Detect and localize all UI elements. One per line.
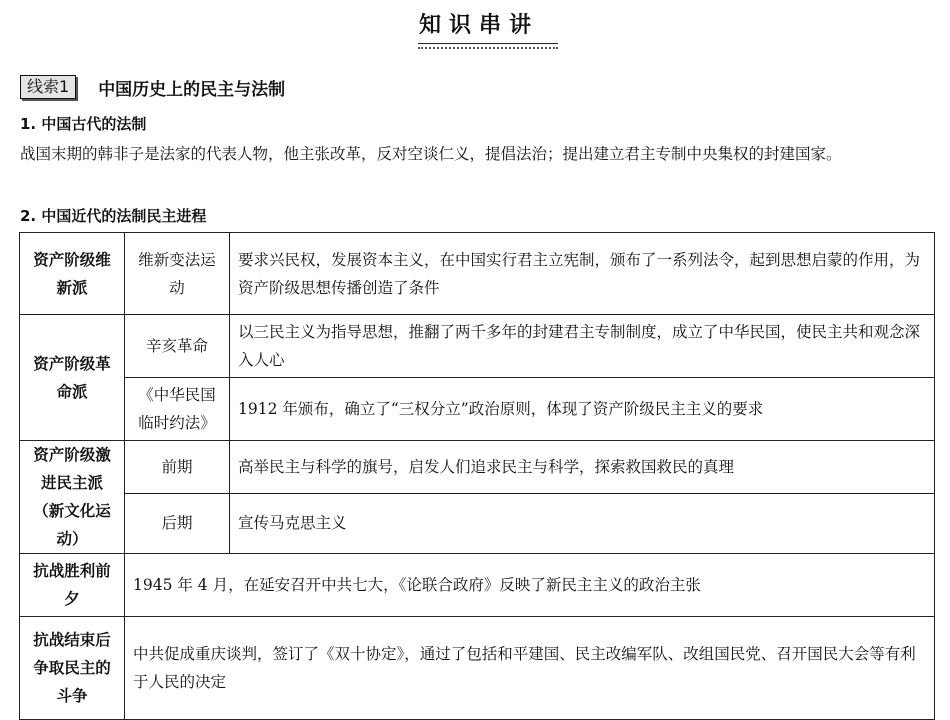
- row-description: 高举民主与科学的旗号，启发人们追求民主与科学，探索救国救民的真理: [230, 441, 935, 494]
- title-underline: [418, 43, 558, 44]
- row-description: 1912 年颁布，确立了“三权分立”政治原则，体现了资产阶级民主主义的要求: [230, 378, 935, 441]
- table-row: [20, 233, 935, 315]
- table-row: [20, 554, 935, 617]
- row-subject: 后期: [125, 493, 230, 554]
- row-description: 中共促成重庆谈判，签订了《双十协定》，通过了包括和平建国、民主改编军队、改组国民党、召开国民大会等有利于人民的决定: [125, 617, 935, 720]
- row-group-label: 资产阶级革命派: [20, 315, 125, 441]
- row-description: 以三民主义为指导思想，推翻了两千多年的封建君主专制制度，成立了中华民国，使民主共和观念深入人心: [230, 315, 935, 378]
- table-row: [20, 493, 935, 554]
- page-title: 知识串讲: [418, 13, 539, 38]
- section-header: [20, 74, 285, 100]
- row-group-label: 抗战结束后争取民主的斗争: [20, 617, 125, 720]
- table-row: [20, 378, 935, 441]
- row-description: 1945 年 4 月，在延安召开中共七大，《论联合政府》反映了新民主主义的政治主张: [125, 554, 935, 617]
- part1-heading: 1. 中国古代的法制: [20, 115, 147, 133]
- part1-text: 战国末期的韩非子是法家的代表人物，他主张改革，反对空谈仁义，提倡法治；提出建立君主专制中央集权的封建国家。: [20, 145, 842, 163]
- row-subject: 辛亥革命: [125, 315, 230, 378]
- row-description: 要求兴民权，发展资本主义，在中国实行君主立宪制，颁布了一系列法令，起到思想启蒙的作用，为资产阶级思想传播创造了条件: [230, 233, 935, 315]
- row-description: 宣传马克思主义: [230, 493, 935, 554]
- table-row: [20, 441, 935, 494]
- row-group-label: 资产阶级维新派: [20, 233, 125, 315]
- table-row: [20, 315, 935, 378]
- page-title-block: [0, 8, 950, 43]
- section-tag: 线索1: [20, 75, 76, 99]
- row-group-label: 资产阶级激进民主派（新文化运动）: [20, 441, 125, 554]
- table-row: [20, 617, 935, 720]
- row-subject: 《中华民国临时约法》: [125, 378, 230, 441]
- history-table: [19, 232, 935, 720]
- section-title: 中国历史上的民主与法制: [98, 79, 286, 100]
- row-subject: 前期: [125, 441, 230, 494]
- row-group-label: 抗战胜利前夕: [20, 554, 125, 617]
- part2-heading: 2. 中国近代的法制民主进程: [20, 207, 207, 225]
- title-underline-dotted: [418, 47, 558, 49]
- row-subject: 维新变法运动: [125, 233, 230, 315]
